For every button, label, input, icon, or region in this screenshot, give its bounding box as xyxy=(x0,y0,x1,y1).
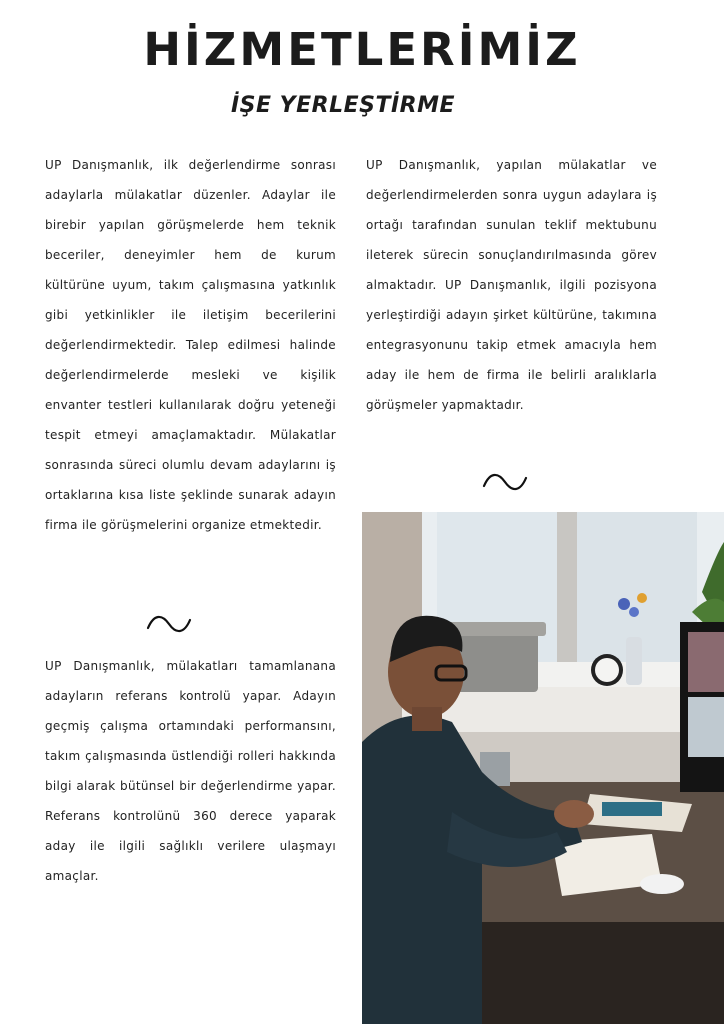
tilde-wave-icon xyxy=(482,470,528,494)
tilde-wave-icon xyxy=(146,612,192,636)
section-subtitle: İŞE YERLEŞTİRME xyxy=(230,93,456,118)
page-title: HİZMETLERİMİZ xyxy=(143,23,581,76)
paragraph-reference: UP Danışmanlık, mülakatları tamamlanana adayların referans kontrolü yapar. Adayın geçmiş çalışma ortamındaki performansını, takım çalışmasında üstlendiği rolleri hakkında bilgi alarak bütünsel bir değerlendirme yapar. Referans kontrolünü 360 derece yaparak aday ile ilgili sağlıklı verilere ulaşmayı amaçlar. xyxy=(45,659,336,883)
paragraph-offer: UP Danışmanlık, yapılan mülakatlar ve değerlendirmelerden sonra uygun adaylara iş ortağı tarafından sunulan teklif mektubunu ileterek sürecin sonuçlandırılmasında görev almaktadır. UP Danışmanlık, ilgili pozisyona yerleştirdiği adayın şirket kültürüne, takımına entegrasyonunu takip etmek amacıyla hem aday ile hem de firma ile belirli aralıklarla görüşmeler yapmaktadır. xyxy=(366,158,657,412)
man-at-desk-video-call-photo xyxy=(362,512,724,1024)
paragraph-interview: UP Danışmanlık, ilk değerlendirme sonrası adaylarla mülakatlar düzenler. Adaylar ile birebir yapılan görüşmelerde hem teknik beceriler, deneyimler hem de kurum kültürüne uyum, takım çalışmasına yatkınlık gibi yetkinlikler ile iletişim becerilerini değerlendirmektedir. Talep edilmesi halinde değerlendirmelerde mesleki ve kişilik envanter testleri kullanılarak doğru yeteneği tespit etmeyi amaçlamaktadır. Mülakatlar sonrasında süreci olumlu devam adaylarını iş ortaklarına kısa liste şeklinde sunarak adayın firma ile görüşmelerini organize etmektedir. xyxy=(45,158,336,532)
